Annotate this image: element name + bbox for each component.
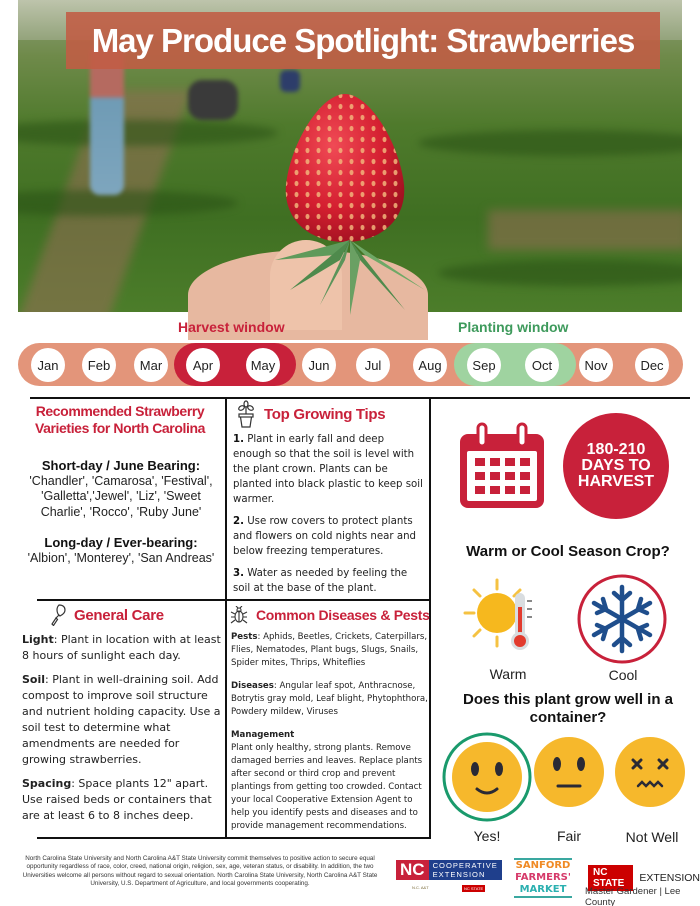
management-text: Plant only healthy, strong plants. Remove damaged berries and leaves. Replace plants after second or third crop and prevent plantings from getting too crowded. Contact your local Cooperative Extension Agent to help you identify pests and diseases and to provide management recommendations. [231, 743, 423, 831]
care-header [50, 604, 164, 626]
neutral-face-icon[interactable] [533, 736, 605, 808]
care-item-label: Light [22, 633, 54, 646]
tips-header [236, 400, 385, 428]
legal-disclaimer: North Carolina State University and North Carolina A&T State University commit themselves to positive action to secure equal opportunity regardless of race, color, creed, national origin, religion, sex, age, veteran status, or disability. In addition, the two Universities welcome all persons without regard to sexual orientation. North Carolina State University, North Carolina A&T State University, U.S. Department of Agriculture, and local governments cooperating. [22, 855, 378, 888]
container-yes-label: Yes! [473, 828, 501, 844]
management-paragraph [231, 729, 429, 833]
tip-item [233, 566, 425, 596]
photo-person [280, 70, 300, 92]
photo-crop-row [18, 190, 238, 216]
sanford-line1: SANFORD [515, 860, 571, 871]
trowel-icon [50, 604, 66, 626]
sanford-line3: MARKET [519, 884, 567, 895]
nc-state-wordmark: NC STATE [588, 865, 633, 891]
days-to-label: DAYS TO [581, 457, 651, 474]
season-question: Warm or Cool Season Crop? [466, 543, 670, 560]
diseases-label: Diseases [231, 681, 274, 691]
varieties-group-long-day [20, 535, 222, 566]
care-item-text: : Plant in location with at least 8 hours of sunlight each day. [22, 633, 221, 662]
harvest-label: HARVEST [577, 473, 655, 490]
tip-text: Use row covers to protect plants and flowers on cold nights near and below freezing temperatures. [233, 516, 416, 557]
tips-title: Top Growing Tips [264, 405, 386, 423]
planting-window-label: Planting window [458, 319, 569, 335]
divider-top [30, 397, 690, 399]
care-item-text: : Plant in well-draining soil. Add compost to improve soil structure and nutrient holding capacity. Use a soil test to determine what amendments are needed for growing strawberries. [22, 673, 221, 766]
container-not-well-label: Not Well [625, 829, 679, 845]
diseases-paragraph [231, 680, 429, 719]
title-banner [66, 12, 660, 69]
care-item-text: : Space plants 12" apart. Use raised beds or containers that are at least 6 to 8 inches deep. [22, 777, 212, 822]
photo-crop-row [18, 120, 278, 146]
potted-plant-icon [236, 400, 256, 428]
care-title: General Care [74, 606, 164, 624]
sun-thermometer-icon [463, 577, 543, 657]
nc-at-logo: N.C. A&T [412, 885, 429, 890]
photo-crop-row [418, 130, 682, 156]
days-to-harvest-badge [563, 413, 669, 519]
nc-cooperative-extension-logo [396, 860, 502, 880]
coop-line2: EXTENSION [432, 870, 486, 879]
care-item-spacing [22, 776, 226, 824]
month-apr: Apr [186, 348, 220, 382]
happy-face-icon[interactable] [441, 731, 533, 823]
care-item-soil [22, 672, 226, 768]
sick-face-icon[interactable] [614, 736, 686, 808]
tip-item [233, 432, 425, 507]
snowflake-icon[interactable] [576, 573, 668, 665]
coop-line1: COOPERATIVE [432, 861, 498, 870]
pests-label: Pests [231, 632, 258, 642]
diseases-text: : Angular leaf spot, Anthracnose, Botrytis gray mold, Leaf blight, Phytophthora, Powdery mildew, Viruses [231, 681, 428, 717]
photo-person [188, 80, 238, 120]
month-may: May [246, 348, 280, 382]
nc-logo-mark: NC [396, 860, 429, 880]
tip-number: 1. [233, 434, 244, 445]
month-sep: Sep [467, 348, 501, 382]
month-jan: Jan [31, 348, 65, 382]
strawberry-leaves [265, 220, 435, 315]
days-range: 180-210 [586, 441, 646, 458]
season-warm-label: Warm [489, 666, 527, 682]
nc-state-small-logo: NC STATE [464, 886, 484, 891]
care-item-label: Soil [22, 673, 46, 686]
varieties-group-heading: Long-day / Ever-bearing: [44, 535, 198, 550]
photo-field-path [488, 210, 682, 250]
tip-number: 2. [233, 516, 244, 527]
care-item-light [22, 632, 226, 664]
coop-extension-text [429, 860, 502, 880]
management-label: Management [231, 730, 295, 740]
tip-number: 3. [233, 568, 244, 579]
calendar-icon [458, 422, 546, 510]
varieties-title: Recommended Strawberry Varieties for North Carolina [34, 403, 206, 436]
varieties-group-heading: Short-day / June Bearing: [41, 458, 201, 473]
month-nov: Nov [579, 348, 613, 382]
season-cool-label: Cool [608, 667, 638, 683]
month-mar: Mar [134, 348, 168, 382]
container-fair-label: Fair [556, 828, 582, 844]
month-aug: Aug [413, 348, 447, 382]
pests-text: : Aphids, Beetles, Crickets, Caterpillars, Flies, Nematodes, Plant bugs, Slugs, Snails, Spider mites, Thrips, Whiteflies [231, 632, 428, 668]
sanford-line2: FARMERS' [515, 872, 571, 883]
varieties-group-short-day [20, 458, 222, 520]
bug-icon [230, 606, 248, 624]
container-question: Does this plant grow well in a container? [462, 691, 674, 726]
month-jun: Jun [302, 348, 336, 382]
master-gardener-label: Master Gardener | Lee County [585, 886, 681, 906]
varieties-group-list: 'Albion', 'Monterey', 'San Andreas' [27, 550, 215, 565]
extension-wordmark: EXTENSION [639, 872, 700, 884]
pests-paragraph [231, 631, 429, 670]
month-oct: Oct [525, 348, 559, 382]
pests-content [231, 631, 429, 843]
month-jul: Jul [356, 348, 390, 382]
tip-text: Water as needed by feeling the soil at the base of the plant. [233, 568, 408, 594]
sanford-farmers-market-logo [514, 858, 572, 898]
pests-header [230, 606, 430, 624]
tip-text: Plant in early fall and deep enough so that the soil is level with the plant crown. Plants can be planted into black plastic to keep soil warmer. [233, 434, 423, 505]
varieties-group-list: 'Chandler', 'Camarosa', 'Festival', 'Galletta','Jewel', 'Liz', 'Sweet Charlie', 'Rocco', 'Ruby June' [29, 473, 213, 519]
month-dec: Dec [635, 348, 669, 382]
harvest-window-label: Harvest window [178, 319, 285, 335]
photo-crop-row [438, 260, 682, 286]
page-title: May Produce Spotlight: Strawberries [91, 21, 635, 59]
tip-item [233, 514, 425, 559]
month-feb: Feb [82, 348, 116, 382]
care-item-label: Spacing [22, 777, 72, 790]
pests-title: Common Diseases & Pests [256, 607, 430, 623]
care-list [22, 632, 226, 832]
tips-list [233, 432, 425, 603]
